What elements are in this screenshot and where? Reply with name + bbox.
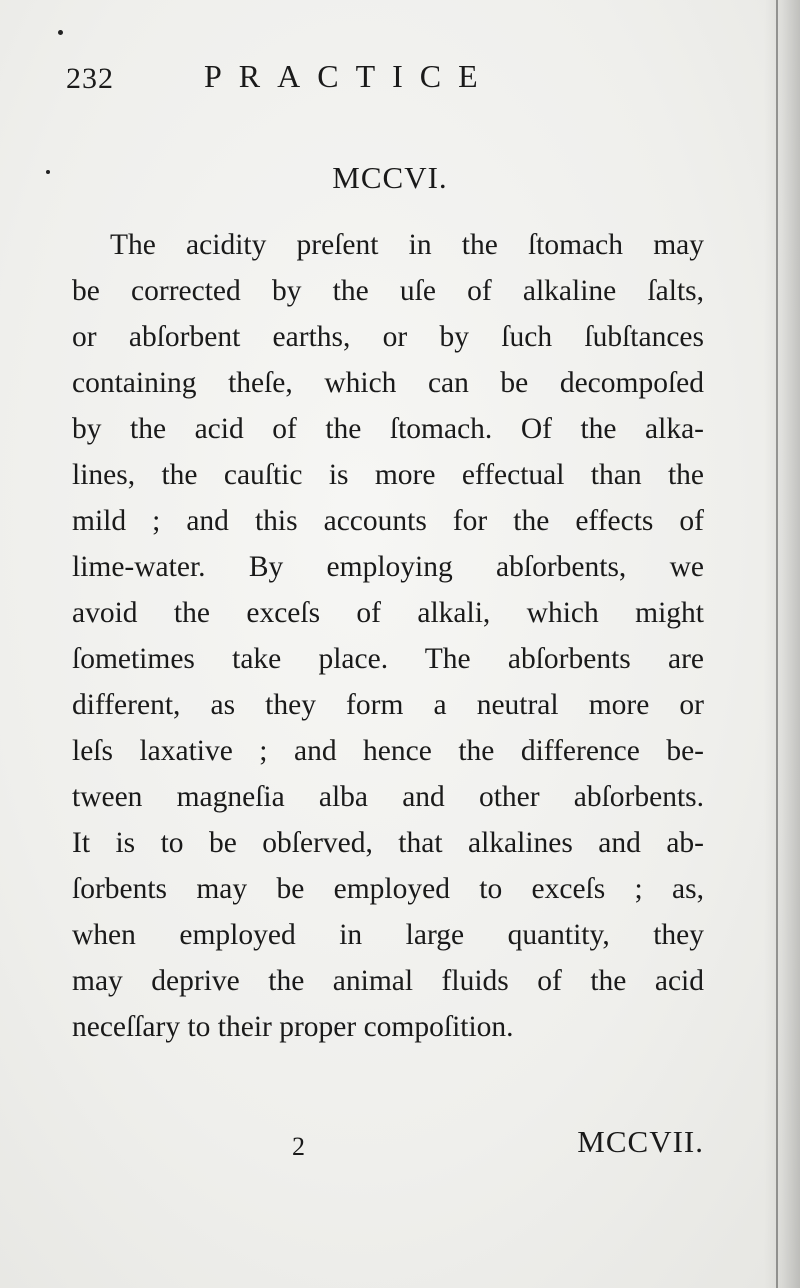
text-line: mild ; and this accounts for the effects of xyxy=(72,505,704,537)
text-line: or abſorbent earths, or by ſuch ſubſtances xyxy=(72,321,704,353)
text-line: It is to be obſerved, that alkalines and ab- xyxy=(72,827,704,859)
text-line: avoid the exceſs of alkali, which might xyxy=(72,597,704,629)
text-line: ſometimes take place. The abſorbents are xyxy=(72,643,704,675)
ink-speck xyxy=(58,30,63,35)
text-line: may deprive the animal fluids of the acid xyxy=(72,965,704,997)
text-line: by the acid of the ſtomach. Of the alka- xyxy=(72,413,704,445)
text-line: containing theſe, which can be decompoſed xyxy=(72,367,704,399)
text-line: lime-water. By employing abſorbents, we xyxy=(72,551,704,583)
text-line: be corrected by the uſe of alkaline ſalts, xyxy=(72,275,704,307)
section-heading: MCCVI. xyxy=(332,160,448,195)
signature-mark: 2 xyxy=(292,1132,305,1161)
text-line: ſorbents may be employed to exceſs ; as, xyxy=(72,873,704,905)
running-title: PRACTICE xyxy=(204,58,495,94)
text-line: leſs laxative ; and hence the difference be- xyxy=(72,735,704,767)
page-number: 232 xyxy=(66,62,114,95)
catchword: MCCVII. xyxy=(577,1124,704,1159)
text-line: different, as they form a neutral more or xyxy=(72,689,704,721)
text-line: The acidity preſent in the ſtomach may xyxy=(110,229,704,261)
text-line: lines, the cauſtic is more effectual than the xyxy=(72,459,704,491)
body-paragraph xyxy=(72,222,704,1050)
text-line: neceſſary to their proper compoſition. xyxy=(72,1011,514,1043)
text-line: tween magneſia alba and other abſorbents. xyxy=(72,781,704,813)
text-line: when employed in large quantity, they xyxy=(72,919,704,951)
